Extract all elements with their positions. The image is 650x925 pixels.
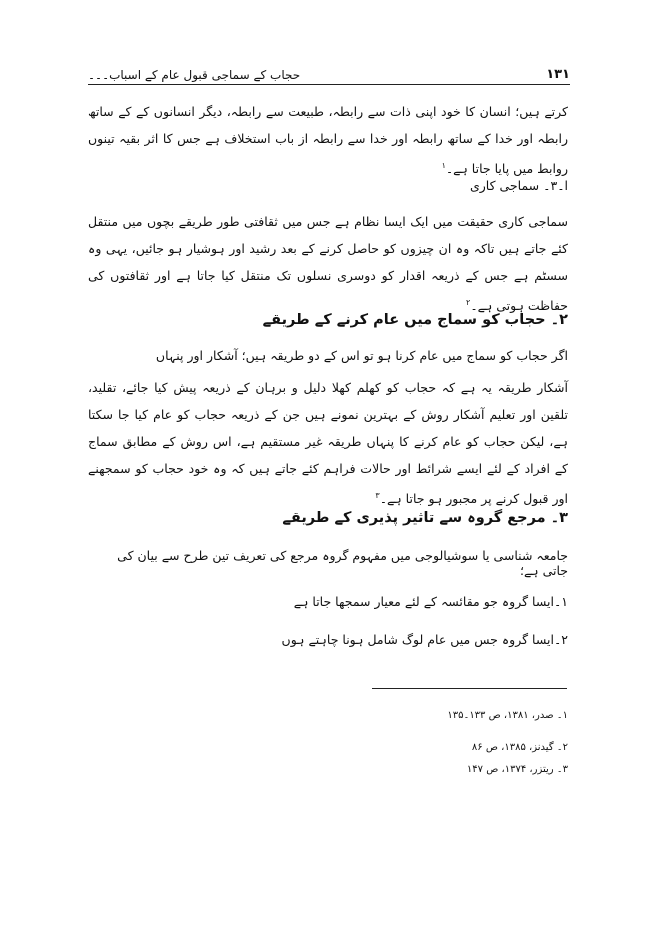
paragraph-text: سماجی کاری حقیقت میں ایک ایسا نظام ہے جس میں ثقافتی طور طریقے بچوں میں منتقل کئے جاتے ہیں تاکہ وہ ان چیزوں کو حاصل کرنے کے بعد رشید اور ہوشیار ہو جائیں، یہی وہ سسٹم ہے جس کے ذریعہ اقدار کو دوسری نسلوں تک منتقل کیا جاتا ہے اور ثقافتوں کی حفاظت ہوتی ہے۔ <box>88 214 568 314</box>
section-heading-hijab-methods: ۲۔ حجاب کو سماج میں عام کرنے کے طریقے <box>262 312 568 328</box>
paragraph-socialization <box>88 208 568 319</box>
header-divider <box>88 84 570 85</box>
section-heading-reference-group: ۳۔ مرجع گروہ سے تاثیر پذیری کے طریقے <box>282 510 568 526</box>
footnote-ref: ۱ <box>441 161 446 170</box>
footnote-ref: ۳ <box>375 491 380 500</box>
paragraph-hijab-methods <box>88 374 568 512</box>
list-item: ۱۔ایسا گروہ جو مقائسہ کے لئے معیار سمجھا جاتا ہے <box>293 594 568 609</box>
page-header <box>88 60 570 82</box>
section-intro-reference-group: جامعہ شناسی یا سوشیالوجی میں مفہوم گروہ مرجع کی تعریف تین طرح سے بیان کی جاتی ہے؛ <box>117 548 568 578</box>
paragraph-text: کرتے ہیں؛ انسان کا خود اپنی ذات سے رابطہ، طبیعت سے رابطہ، دیگر انسانوں کے کے ساتھ رابطہ اور خدا کے ساتھ رابطہ اور خدا سے رابطہ از باب استخلاف ہے جس کا اثر بقیہ تینوں روابط میں پایا جاتا ہے۔ <box>88 104 568 177</box>
footnote-ref: ۲ <box>466 298 471 307</box>
footnote-2: ۲۔ گیدنز، ۱۳۸۵، ص ۸۶ <box>471 742 568 753</box>
section-intro-hijab-methods: اگر حجاب کو سماج میں عام کرنا ہو تو اس کے دو طریقہ ہیں؛ آشکار اور پنہاں <box>155 348 568 363</box>
footnote-divider <box>372 688 567 689</box>
footnote-3: ۳۔ ریتزر، ۱۳۷۴، ص ۱۴۷ <box>466 764 568 775</box>
page-number: ۱۳۱ <box>546 67 570 82</box>
footnote-1: ۱۔ صدر، ۱۳۸۱، ص ۱۳۳۔۱۳۵ <box>447 710 568 721</box>
running-title: حجاب کے سماجی قبول عام کے اسباب۔۔۔ <box>88 68 301 82</box>
paragraph-text: آشکار طریقہ یہ ہے کہ حجاب کو کھلم کھلا دلیل و برہان کے ذریعہ پیش کیا جائے، تقلید، تلقین اور تعلیم آشکار روش کے بہترین نمونے ہیں جن کے ذریعہ حجاب کو عام کیا جا سکتا ہے، لیکن حجاب کو عام کرنے کا پنہاں طریقہ غیر مستقیم ہے، اس روش کے مطابق سماج کے افراد کے لئے ایسے شرائط اور حالات فراہم کئے جاتے ہیں کہ وہ خود حجاب کو سمجھنے اور قبول کرنے پر مجبور ہو جاتا ہے۔ <box>88 380 568 507</box>
section-title-socialization: ا۔۳۔ سماجی کاری <box>469 178 568 193</box>
list-item: ۲۔ایسا گروہ جس میں عام لوگ شامل ہونا چاہتے ہوں <box>281 632 568 647</box>
paragraph-intro <box>88 98 568 182</box>
